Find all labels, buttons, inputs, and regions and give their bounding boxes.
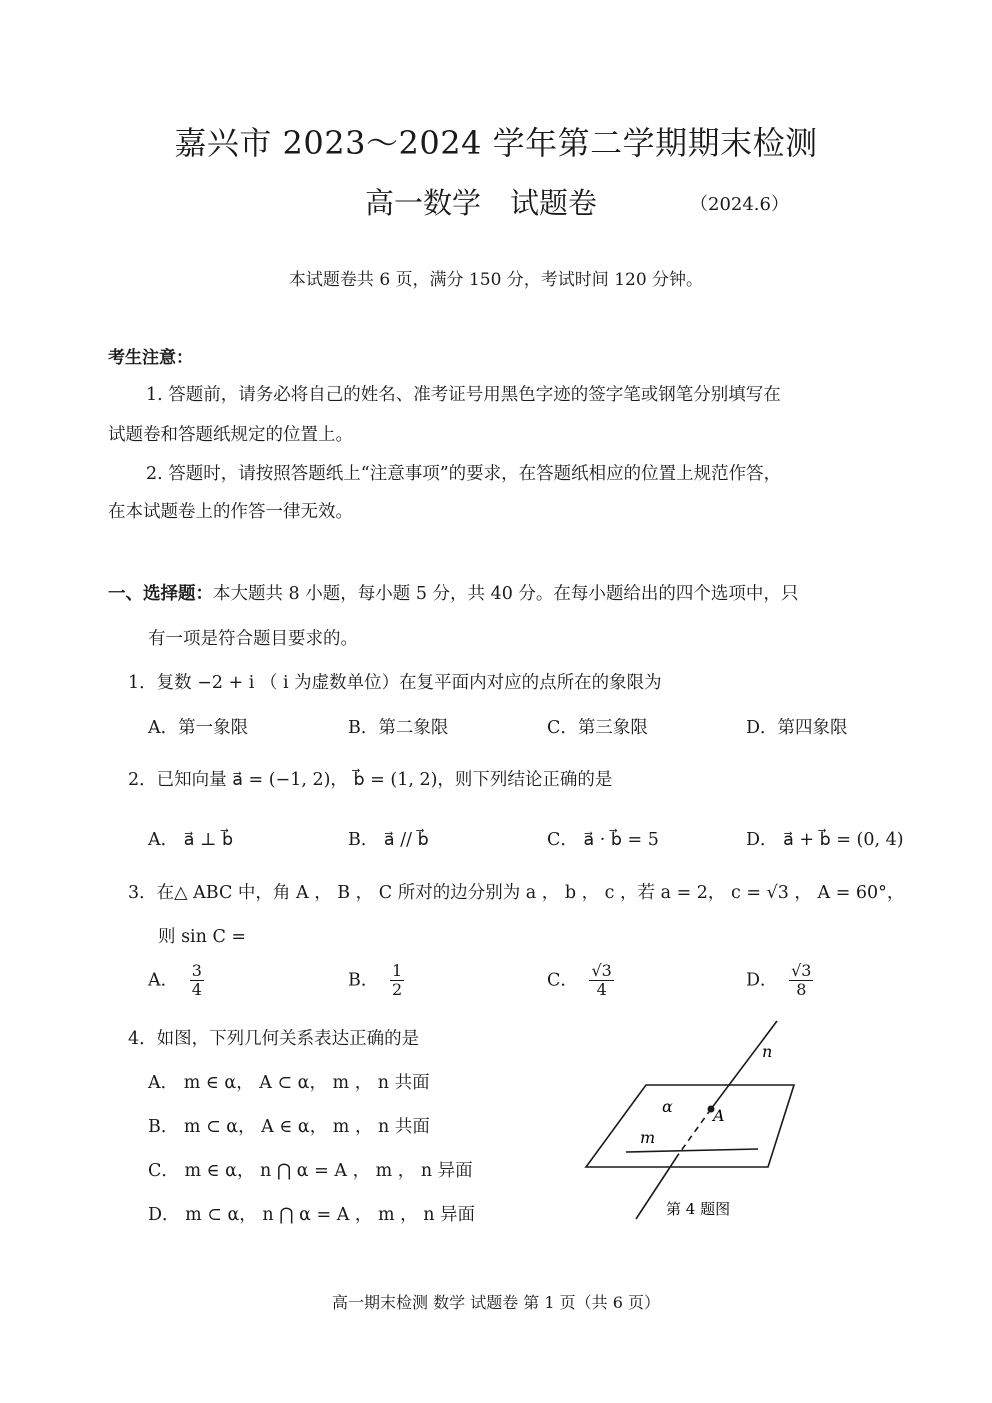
page-title: 嘉兴市 2023～2024 学年第二学期期末检测 bbox=[174, 124, 818, 162]
question-3-option-a bbox=[148, 962, 204, 1000]
notice-item-1-line-2: 试题卷和答题纸规定的位置上。 bbox=[108, 425, 353, 445]
section-1-header bbox=[108, 580, 798, 605]
question-3-option-d bbox=[746, 962, 813, 1000]
fraction-numerator: √3 bbox=[591, 961, 612, 980]
section-1-label: 一、选择题： bbox=[108, 584, 213, 604]
fraction bbox=[789, 962, 813, 1000]
option-label: C． bbox=[547, 970, 578, 991]
fraction-numerator: √3 bbox=[791, 961, 812, 980]
question-4-figure bbox=[570, 1015, 830, 1230]
fraction-numerator: 1 bbox=[391, 961, 403, 980]
question-4-stem: 4．如图，下列几何关系表达正确的是 bbox=[128, 1029, 420, 1049]
fraction-denominator: 4 bbox=[191, 980, 202, 1000]
question-1-stem: 1．复数 −2 + i （ i 为虚数单位）在复平面内对应的点所在的象限为 bbox=[128, 673, 662, 693]
option-label: D． bbox=[746, 970, 778, 991]
question-2-stem: 2．已知向量 a⃗ = (−1, 2)， b⃗ = (1, 2)，则下列结论正确的是 bbox=[128, 770, 613, 790]
exam-date: （2024.6） bbox=[690, 194, 789, 215]
label-n: n bbox=[762, 1042, 773, 1061]
fraction-denominator: 4 bbox=[596, 980, 607, 1000]
plane-alpha bbox=[586, 1085, 794, 1167]
notice-item-2-line-2: 在本试题卷上的作答一律无效。 bbox=[108, 502, 353, 522]
figure-caption: 第 4 题图 bbox=[666, 1200, 731, 1218]
question-2-option-c: C． a⃗ · b⃗ = 5 bbox=[547, 830, 659, 850]
line-m bbox=[626, 1149, 758, 1152]
label-m: m bbox=[640, 1128, 656, 1147]
fraction bbox=[190, 962, 204, 1000]
notice-item-2-line-1: 2. 答题时，请按照答题纸上“注意事项”的要求，在答题纸相应的位置上规范作答， bbox=[146, 464, 782, 484]
question-4-option-a: A． m ∈ α， A ⊂ α， m ， n 共面 bbox=[148, 1073, 430, 1093]
fraction-denominator: 8 bbox=[796, 980, 807, 1000]
label-a: A bbox=[713, 1106, 725, 1125]
notice-item-1-line-1: 1. 答题前，请务必将自己的姓名、准考证号用黑色字迹的签字笔或钢笔分别填写在 bbox=[146, 385, 781, 405]
exam-info: 本试题卷共 6 页，满分 150 分，考试时间 120 分钟。 bbox=[288, 270, 704, 290]
page-footer: 高一期末检测 数学 试题卷 第 1 页（共 6 页） bbox=[332, 1293, 660, 1312]
label-alpha: α bbox=[662, 1097, 673, 1116]
question-1-option-d: D．第四象限 bbox=[746, 718, 848, 738]
fraction-numerator: 3 bbox=[191, 961, 202, 980]
line-n-upper bbox=[711, 1021, 777, 1109]
page-subtitle: 高一数学 试题卷 bbox=[365, 186, 598, 220]
question-4-option-c: C． m ∈ α， n ⋂ α = A ， m ， n 异面 bbox=[148, 1161, 473, 1181]
fraction bbox=[589, 962, 613, 1000]
question-1-option-a: A．第一象限 bbox=[148, 718, 249, 738]
question-2-option-a: A． a⃗ ⊥ b⃗ bbox=[148, 830, 234, 850]
question-2-option-d: D． a⃗ + b⃗ = (0, 4) bbox=[746, 830, 904, 850]
question-3-stem-2: 则 sin C = bbox=[158, 927, 247, 947]
fraction bbox=[390, 962, 404, 1000]
option-label: A． bbox=[148, 970, 179, 991]
line-n-dashed bbox=[678, 1109, 711, 1155]
notice-heading: 考生注意： bbox=[108, 348, 193, 368]
question-1-option-b: B．第二象限 bbox=[348, 718, 449, 738]
question-2-option-b: B． a⃗ // b⃗ bbox=[348, 830, 429, 850]
question-3-option-b bbox=[348, 962, 404, 1000]
section-1-line-1: 本大题共 8 小题，每小题 5 分，共 40 分。在每小题给出的四个选项中，只 bbox=[213, 584, 799, 604]
option-label: B． bbox=[348, 970, 379, 991]
question-4-option-b: B． m ⊂ α， A ∈ α， m ， n 共面 bbox=[148, 1117, 430, 1137]
section-1-line-2: 有一项是符合题目要求的。 bbox=[148, 629, 358, 649]
question-1-option-c: C．第三象限 bbox=[547, 718, 648, 738]
question-3-option-c bbox=[547, 962, 614, 1000]
question-4-option-d: D． m ⊂ α， n ⋂ α = A ， m ， n 异面 bbox=[148, 1205, 476, 1225]
fraction-denominator: 2 bbox=[391, 980, 403, 1000]
question-3-stem: 3．在△ ABC 中，角 A ， B ， C 所对的边分别为 a ， b ， c ，若 a = 2， c = √3 ， A = 60°， bbox=[128, 883, 905, 903]
